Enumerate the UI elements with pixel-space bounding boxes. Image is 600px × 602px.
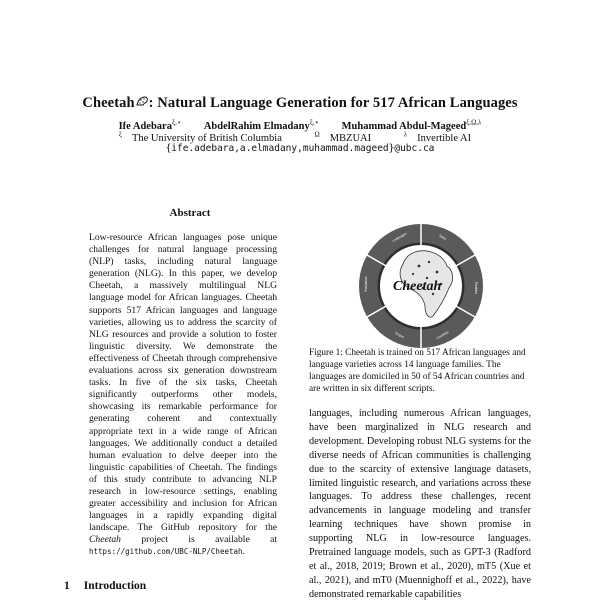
- affiliation: $^\xi$ The University of British Columbia: [118, 130, 282, 144]
- affiliation: $^\lambda$ Invertible AI: [403, 130, 472, 144]
- segment-label: Scripts: [394, 330, 405, 340]
- author-emails: {ife.adebara,a.elmadany,muhammad.mageed}@ubc.ca: [165, 143, 435, 154]
- github-url-link[interactable]: https://github.com/UBC-NLP/Cheetah: [89, 547, 243, 557]
- cheetah-logo-icon: [135, 94, 149, 108]
- abstract-body: Low-resource African languages pose unique challenges for natural language processing (NLP) tasks, including natural language generation (NLG). In this paper, we develop Cheetah, a massively multilingual NLG language model for African languages. Cheetah supports 517 African languages and language varieties, allowing us to address the scarcity of NLG resources and provide a solution to foster linguistic diversity. We demonstrate the effectiveness of Cheetah through comprehensive evaluations across six generation downstream tasks. In five of the six tasks, Cheetah significantly outperforms other models, showcasing its remarkable performance for generating coherent and contextually appropriate text in a wide range of African languages. We additionally conduct a detailed human evaluation to delve deeper into the linguistic capabilities of Cheetah. The findings of this study contribute to advancing NLP research in low-resource settings, enabling greater accessibility and inclusion for African languages in a rapidly expanding digital landscape. The GitHub repository for the Cheetah project is available at https://github.com/UBC-NLP/Cheetah.: [89, 232, 277, 558]
- figure-caption: Figure 1: Cheetah is trained on 517 African languages and language varieties across 14 language families. The languages are domiciled in 50 of 54 African countries and are written in six different scripts.: [309, 348, 526, 394]
- segment-label: Countries: [435, 329, 450, 341]
- title-brand: Cheetah: [82, 95, 135, 111]
- paper-title: [0, 94, 600, 112]
- figure-logo-text: Cheetah: [393, 279, 442, 294]
- author: AbdelRahim Elmadany$^{\xi,⋆}$: [203, 118, 320, 132]
- author: Ife Adebara$^{\xi,⋆}$: [118, 118, 182, 132]
- affiliation: $^\Omega$ MBZUAI: [314, 130, 372, 144]
- author: Muhammad Abdul-Mageed$^{\xi,\Omega,\lambda}$: [341, 118, 482, 132]
- segment-label: Tasks: [437, 233, 448, 241]
- section-heading-introduction: 1 Introduction: [64, 580, 147, 592]
- figure-cheetah-diagram: [357, 222, 485, 350]
- affiliation-list: [0, 130, 600, 144]
- segment-label: Evaluation: [364, 276, 368, 292]
- title-rest: : Natural Language Generation for 517 African Languages: [148, 95, 518, 111]
- intro-body-text: languages, including numerous African languages, have been marginalized in NLG research and development. Developing robust NLG systems for the diverse needs of African communities is challenging due to the scarcity of extensive language datasets, limited linguistic research, and variations across these languages. To address these challenges, recent advancements in language modeling and transfer learning techniques have shown promise in supporting NLG in low-resource languages. Pretrained language models, such as GPT-3 (Radford et al., 2018, 2019; Brown et al., 2020), mT5 (Xue et al., 2021), and mT0 (Muennighoff et al., 2022), have demonstrated remarkable capabilities: [309, 408, 531, 600]
- segment-label: Languages: [391, 231, 408, 243]
- abstract-heading: Abstract: [169, 207, 211, 219]
- segment-label: Families: [474, 282, 478, 294]
